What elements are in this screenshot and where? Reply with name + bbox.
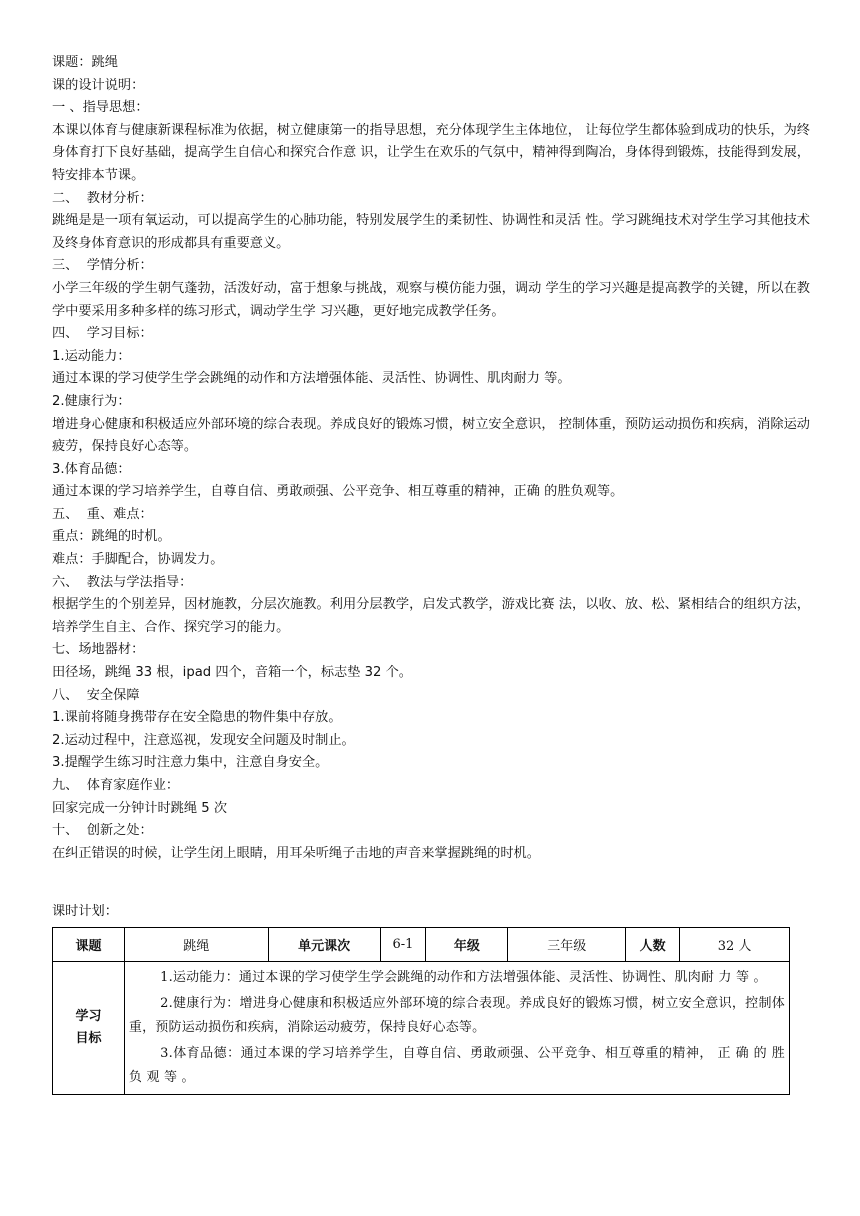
design-note-heading: 课的设计说明： xyxy=(52,77,145,93)
section-5-heading: 五、 重、难点： xyxy=(52,506,153,522)
section-3-body: 小学三年级的学生朝气蓬勃，活泼好动，富于想象与挑战，观察与模仿能力强，调动 学生的学习兴趣是提高教学的关键，所以在教学中要采用多种多样的练习形式，调动学生学 习兴趣，更好地完成教学任务。 xyxy=(52,280,810,319)
plan-objectives-row xyxy=(53,962,790,1095)
grade-label-cell: 年级 xyxy=(426,928,508,962)
doc-title: 课题：跳绳 xyxy=(52,55,118,70)
objective-2: 2.健康行为：增进身心健康和积极适应外部环境的综合表现。养成良好的锻炼习惯，树立安全意识，控制体重，预防运动损伤和疾病，消除运动疲劳，保持良好心态等。 xyxy=(128,996,785,1036)
section-10-body: 在纠正错误的时候，让学生闭上眼睛，用耳朵听绳子击地的声音来掌握跳绳的时机。 xyxy=(52,845,540,861)
section-8-heading: 八、 安全保障 xyxy=(52,687,140,703)
count-value-cell: 32 人 xyxy=(680,928,790,962)
section-1-body: 本课以体育与健康新课程标准为依据，树立健康第一的指导思想，充分体现学生主体地位， 让每位学生都体验到成功的快乐，为终身体育打下良好基础，提高学生自信心和探究合作意 识，让学生在欢乐的气氛中，精神得到陶冶，身体得到锻炼，技能得到发展，特安排本节课。 xyxy=(52,122,810,183)
objectives-content-cell xyxy=(124,962,789,1095)
section-2-heading: 二、 教材分析： xyxy=(52,190,153,206)
section-9-heading: 九、 体育家庭作业： xyxy=(52,778,180,793)
safety-item-3: 3.提醒学生练习时注意力集中，注意自身安全。 xyxy=(52,755,329,771)
goal-3-body: 通过本课的学习培养学生，自尊自信、勇敢顽强、公平竞争、相互尊重的精神，正确 的胜负观等。 xyxy=(52,484,624,500)
objectives-label-cell xyxy=(53,962,125,1095)
goal-1-heading: 1.运动能力： xyxy=(52,348,131,364)
section-6-heading: 六、 教法与学法指导： xyxy=(52,574,193,590)
section-9-body: 回家完成一分钟计时跳绳 5 次 xyxy=(52,800,228,816)
difficult-point: 难点：手脚配合，协调发力。 xyxy=(52,552,224,568)
lesson-plan-table xyxy=(52,927,790,1095)
key-point: 重点：跳绳的时机。 xyxy=(52,529,171,545)
section-1-heading: 一 、指导思想： xyxy=(52,100,149,116)
section-2-body: 跳绳是是一项有氧运动，可以提高学生的心肺功能，特别发展学生的柔韧性、协调性和灵活 性。学习跳绳技术对学生学习其他技术及终身体育意识的形成都具有重要意义。 xyxy=(52,213,810,251)
safety-item-2: 2.运动过程中，注意巡视，发现安全问题及时制止。 xyxy=(52,732,355,748)
objectives-label-line-2: 目标 xyxy=(75,1031,102,1047)
section-3-heading: 三、 学情分析： xyxy=(52,258,153,274)
unit-value-cell: 6-1 xyxy=(380,928,426,962)
grade-value-cell: 三年级 xyxy=(508,928,626,962)
section-4-heading: 四、 学习目标： xyxy=(52,326,153,342)
count-label-cell: 人数 xyxy=(626,928,680,962)
goal-3-heading: 3.体育品德： xyxy=(52,461,131,477)
unit-label-cell: 单元课次 xyxy=(268,928,380,962)
plan-header-row xyxy=(53,928,790,962)
objectives-label-line-1: 学习 xyxy=(75,1009,102,1025)
section-7-heading: 七、场地器材： xyxy=(52,642,145,658)
section-6-body: 根据学生的个别差异，因材施教，分层次施教。利用分层教学，启发式教学，游戏比赛 法，以收、放、松、紧相结合的组织方法，培养学生自主、合作、探究学习的能力。 xyxy=(52,597,810,635)
section-10-heading: 十、 创新之处： xyxy=(52,823,153,839)
lesson-plan-label: 课时计划： xyxy=(52,904,118,920)
goal-2-body: 增进身心健康和积极适应外部环境的综合表现。养成良好的锻炼习惯，树立安全意识， 控制体重，预防运动损伤和疾病，消除运动疲劳，保持良好心态等。 xyxy=(52,416,810,455)
goal-1-body: 通过本课的学习使学生学会跳绳的动作和方法增强体能、灵活性、协调性、肌肉耐力 等。 xyxy=(52,371,571,387)
topic-label-cell: 课题 xyxy=(53,928,125,962)
topic-value-cell: 跳绳 xyxy=(124,928,268,962)
spacer xyxy=(52,865,810,901)
objective-1: 1.运动能力：通过本课的学习使学生学会跳绳的动作和方法增强体能、灵活性、协调性、肌肉耐 力 等 。 xyxy=(160,970,767,986)
goal-2-heading: 2.健康行为： xyxy=(52,393,131,409)
objective-3: 3.体育品德：通过本课的学习培养学生，自尊自信、勇敢顽强、公平竞争、相互尊重的精神， 正 确 的 胜 负 观 等 。 xyxy=(128,1046,785,1086)
safety-item-1: 1.课前将随身携带存在安全隐患的物件集中存放。 xyxy=(52,710,342,726)
section-7-body: 田径场，跳绳 33 根，ipad 四个，音箱一个，标志垫 32 个。 xyxy=(52,665,412,681)
